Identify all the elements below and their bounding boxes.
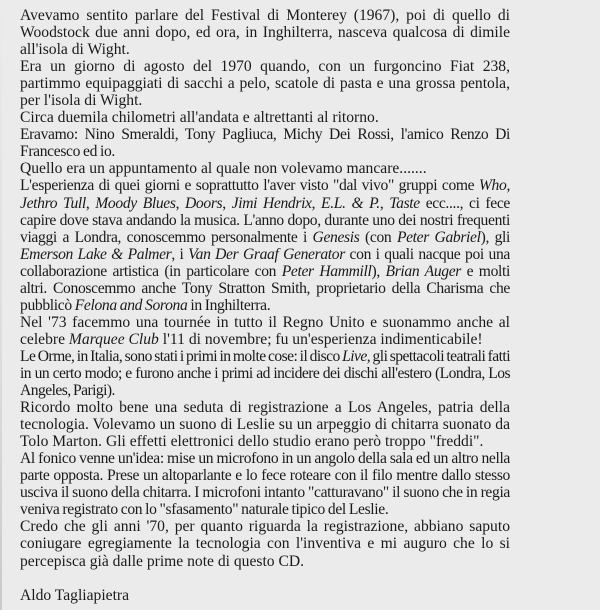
paragraph-text: in Inghilterra. [187,296,271,314]
paragraph-text: Era un giorno di agosto del 1970 quando, con un furgoncino Fiat 238, partimmo equipaggiati di sacchi a pelo, scatole di pasta e una grossa pentola, per l'isola di Wight. [20,58,510,110]
liner-notes-document [20,7,510,604]
paragraph-text: e molti altri. Conoscemmo anche Tony Stratton Smith, proprietario della Charisma che pubblicò [20,262,510,314]
paragraph-text: Avevamo sentito parlare del Festival di Monterey (1967), poi di quello di Woodstock due anni dopo, ed ora, in Inghilterra, nasceva qualcosa di dimile all'isola di Wight. [20,7,510,59]
band-name-doors: Doors [185,194,223,212]
venue-name-marquee-club: Marquee Club [68,330,159,348]
band-name-genesis: Genesis [312,228,360,246]
paragraph-distance [20,109,510,126]
paragraph-text: ), [371,262,386,280]
paragraph-text: , [222,194,232,212]
paragraph-text: , [175,194,186,212]
paragraph-text: con i quali nacque poi una collaborazione artistica (in particolare con [20,245,510,280]
paragraph-text: Le Orme, in Italia, sono stati i primi in molte cose: il disco [20,347,343,365]
paragraph-los-angeles-session [20,399,510,450]
paragraph-text: ecc...., ci fece capire dove stava andando la musica. L'anno dopo, durante uno dei nostri frequenti viaggi a Londra, conoscemmo personalmente i [20,194,510,246]
band-name-van-der-graaf-generator: Van Der Graaf Generator [188,245,345,263]
band-name-emerson-lake-palmer: Emerson Lake & Palmer [20,245,172,263]
band-name-elp-short: E.L. & P. [321,194,380,212]
artist-name-brian-auger: Brian Auger [385,262,461,280]
paragraph-conclusion [20,518,510,569]
paragraph-experience [20,177,510,313]
paragraph-text: Nel '73 facemmo una tournée in tutto il Regno Unito e suonammo anche al celebre [20,313,510,348]
paragraph-members [20,126,510,160]
paragraph-text: l'11 di novembre; fu un'esperienza indimenticabile! [158,330,483,348]
paragraph-august-1970 [20,58,510,109]
paragraph-appointment [20,160,510,177]
paragraph-text: (con [359,228,397,246]
paragraph-text: L'esperienza di quei giorni e soprattutto l'aver visto "dal vivo" gruppi come [20,177,479,195]
artist-name-jimi-hendrix: Jimi Hendrix [231,194,312,212]
album-title-live: Live, [342,347,371,365]
paragraph-leslie-idea [20,450,510,518]
band-name-who: Who [478,177,507,195]
paragraph-text: , [506,177,510,195]
page-edge-shadow [0,0,2,610]
band-name-taste: Taste [389,194,420,212]
artist-name-peter-hammill: Peter Hammill [281,262,372,280]
artist-name-peter-gabriel: Peter Gabriel [396,228,481,246]
paragraph-text: Circa duemila chilometri all'andata e altrettanti al ritorno. [20,109,379,127]
paragraph-text: , [311,194,322,212]
album-title-felona-and-sorona: Felona and Sorona [74,296,188,314]
author-signature: Aldo Tagliapietra [20,586,130,604]
paragraph-monterey [20,7,510,58]
paragraph-tour-1973 [20,314,510,348]
paragraph-text: Al fonico venne un'idea: mise un microfono in un angolo della sala ed un altro nella parte opposta. Prese un altoparlante e lo fece roteare con il filo mentre dallo stesso usciva il suono della chitarra. I microfoni intanto "catturavano" il suono che in regia veniva registrato con lo "sfasamento" naturale tipico del Leslie. [20,450,510,519]
paragraph-text: Quello era un appuntamento al quale non volevamo mancare....... [20,160,427,178]
paragraph-text: Ricordo molto bene una seduta di registrazione a Los Angeles, patria della tecnologia. Volevamo un suono di Leslie su un arpeggio di chitarra suonato da Tolo Marton. Gli effetti elettronici dello studio erano però troppo "freddi". [20,399,510,451]
paragraph-text: gli spettacoli teatrali fatti in un certo modo; e furono anche i primi ad incidere dei dischi all'estero (Londra, Los Angeles, Parigi). [20,347,510,400]
paragraph-text: , [379,194,390,212]
paragraph-text: Credo che gli anni '70, per quanto riguarda la registrazione, abbiano saputo coniugare egregiamente la tecnologia con l'inventiva e mi auguro che lo si percepisca già dalle prime note di questo CD. [20,518,510,570]
paragraph-text: ), gli [480,228,510,246]
paragraph-text: , [85,194,96,212]
paragraph-text: , i [171,245,189,263]
band-name-jethro-tull: Jethro Tull [20,194,86,212]
paragraph-text: Eravamo: Nino Smeraldi, Tony Pagliuca, Michy Dei Rossi, l'amico Renzo Di Francesco ed io. [20,126,510,161]
band-name-moody-blues: Moody Blues [95,194,176,212]
paragraph-le-orme-firsts [20,348,510,399]
